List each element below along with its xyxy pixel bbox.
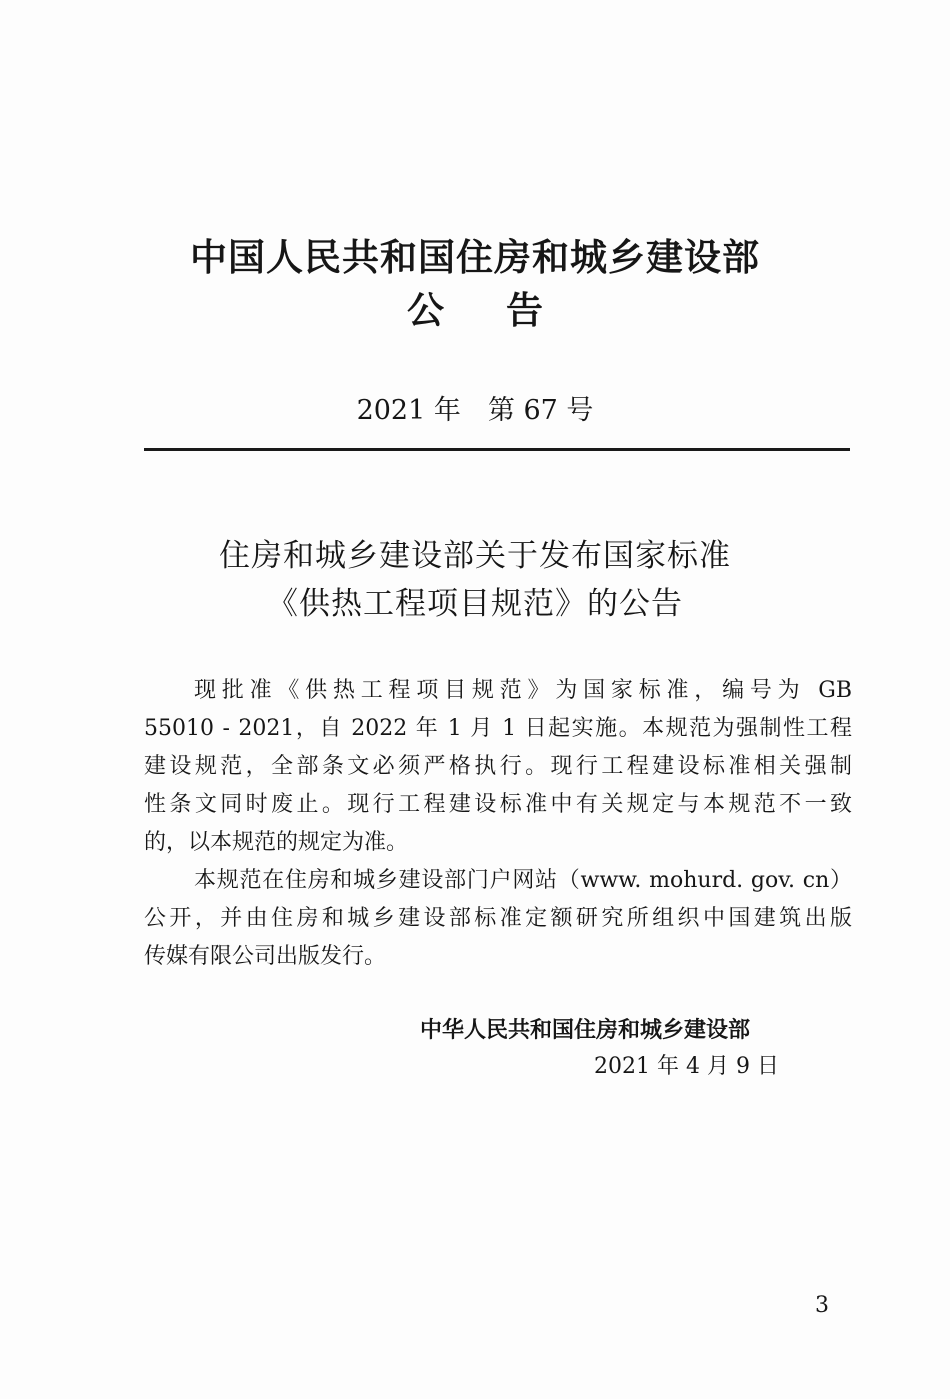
body-paragraph-1-line-3: 建设规范，全部条文必须严格执行。现行工程建设标准相关强制	[144, 754, 852, 779]
body-paragraph-2-line-2: 公开，并由住房和城乡建设部标准定额研究所组织中国建筑出版	[144, 906, 852, 931]
header-divider	[144, 448, 850, 451]
page-number: 3	[815, 1293, 829, 1318]
signing-organization: 中华人民共和国住房和城乡建设部	[420, 1018, 751, 1043]
document-title-line-1: 住房和城乡建设部关于发布国家标准	[219, 538, 731, 574]
notice-heading: 公告	[407, 289, 605, 332]
body-paragraph-1-line-4: 性条文同时废止。现行工程建设标准中有关规定与本规范不一致	[144, 792, 852, 817]
document-title-line-2: 《供热工程项目规范》的公告	[267, 586, 683, 622]
ministry-title: 中国人民共和国住房和城乡建设部	[190, 236, 760, 279]
body-paragraph-1-line-5: 的，以本规范的规定为准。	[144, 830, 409, 855]
body-paragraph-2-line-3: 传媒有限公司出版发行。	[144, 944, 387, 969]
body-paragraph-1-line-1: 现批准《供热工程项目规范》为国家标准，编号为 GB	[194, 678, 852, 703]
signing-date: 2021 年 4 月 9 日	[594, 1054, 779, 1079]
body-paragraph-2-line-1: 本规范在住房和城乡建设部门户网站（www. mohurd. gov. cn）	[194, 868, 852, 893]
issue-number: 2021 年 第 67 号	[356, 395, 594, 426]
body-paragraph-1-line-2: 55010 - 2021，自 2022 年 1 月 1 日起实施。本规范为强制性工程	[144, 716, 852, 741]
